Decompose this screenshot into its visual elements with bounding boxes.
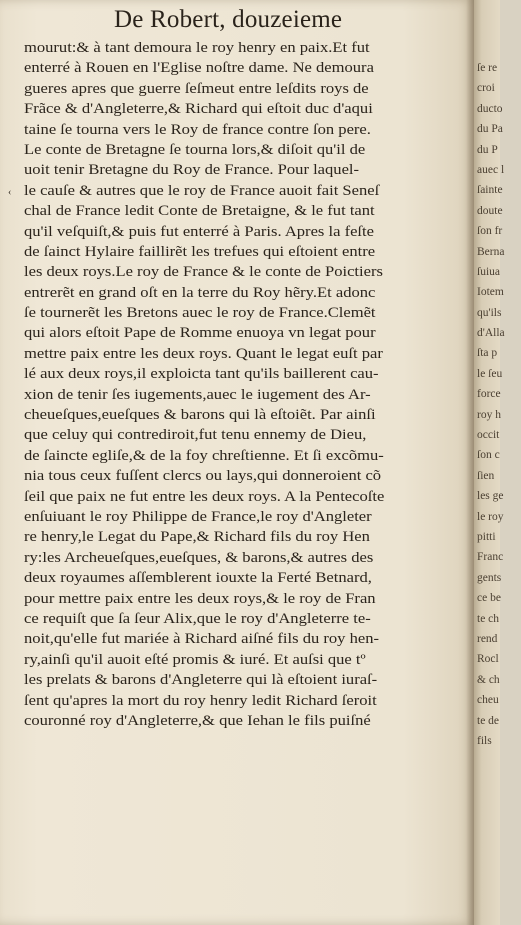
facing-text-fragment: rend (477, 632, 498, 645)
facing-page-text (477, 58, 517, 751)
text-line: mettre paix entre les deux roys. Quant le legat euſt par (24, 345, 383, 362)
text-line: de ſaincte egliſe,& de la foy chreſtienne. Et ſi excõmu- (24, 447, 384, 464)
text-line: que celuy qui contrediroit,fut tenu ennemy de Dieu, (24, 427, 367, 444)
text-line: qu'il veſquiſt,& puis fut enterré à Paris. Apres la feſte (24, 223, 374, 240)
facing-text-fragment: ſuiua (477, 265, 500, 278)
body-text (24, 38, 458, 731)
facing-text-fragment: gents (477, 571, 502, 584)
facing-text-fragment: Berna (477, 245, 505, 258)
text-line: re henry,le Legat du Pape,& Richard fils du roy Hen (24, 529, 370, 546)
running-header: De Robert, douzeieme (114, 6, 343, 33)
text-line: cheueſques,eueſques & barons qui là eſtoiẽt. Par ainſi (24, 407, 376, 424)
text-line: qui alors eſtoit Pape de Romme enuoya vn legat pour (24, 325, 376, 342)
facing-text-fragment: du P (477, 143, 498, 156)
facing-text-fragment: ſon c (477, 449, 500, 462)
facing-text-fragment: auec l (477, 163, 505, 176)
facing-text-fragment: doute (477, 204, 503, 217)
facing-text-fragment: ducto (477, 102, 503, 115)
facing-text-fragment: & ch (477, 673, 500, 686)
facing-text-fragment: Iotem (477, 286, 504, 299)
text-line: taine ſe tourna vers le Roy de france contre ſon pere. (24, 121, 371, 138)
margin-mark: ‹ (8, 187, 12, 198)
text-line: chal de France ledit Conte de Bretaigne, & le fut tant (24, 203, 375, 220)
text-line: ſe tournerẽt les Bretons auec le roy de France.Clemẽt (24, 305, 376, 322)
facing-text-fragment: Franc (477, 551, 504, 564)
text-line: uoit tenir Bretagne du Roy de France. Pour laquel- (24, 162, 360, 179)
facing-text-fragment: fils (477, 734, 492, 747)
facing-text-fragment: d'Alla (477, 327, 505, 340)
text-line: nia tous ceux fuſſent clercs ou lays,qui donneroient cõ (24, 468, 382, 485)
facing-text-fragment: occit (477, 429, 500, 442)
text-line: pour mettre paix entre les deux roys,& le roy de Fran (24, 590, 376, 607)
facing-text-fragment: roy h (477, 408, 501, 421)
facing-text-fragment: ſien (477, 469, 495, 482)
text-line: ſeil que paix ne fut entre les deux roys. A la Pentecoſte (24, 488, 385, 505)
text-line: noit,qu'elle fut mariée à Richard aiſné fils du roy hen- (24, 631, 380, 648)
facing-text-fragment: les ge (477, 490, 504, 503)
facing-text-fragment: le ſeu (477, 367, 503, 380)
text-line: enterré à Rouen en l'Eglise noſtre dame. Ne demoura (24, 60, 374, 77)
text-line: de ſainct Hylaire faillirẽt les trefues qui eſtoient entre (24, 243, 376, 260)
text-line: ſent qu'apres la mort du roy henry ledit Richard ſeroit (24, 692, 377, 709)
facing-text-fragment: ſainte (477, 184, 503, 197)
text-line: Frãce & d'Angleterre,& Richard qui eſtoit duc d'aqui (24, 101, 373, 118)
text-line: enſuiuant le roy Philippe de France,le roy d'Angleter (24, 508, 372, 525)
facing-page-edge (474, 0, 505, 925)
text-line: entrerẽt en grand oſt en la terre du Roy hẽry.Et adonc (24, 284, 376, 301)
text-line: les deux roys.Le roy de France & le conte de Poictiers (24, 264, 383, 281)
text-line: ry,ainſi qu'il auoit eſté promis & iuré. Et auſsi que tº (24, 651, 366, 668)
text-line: ce requiſt que ſa ſeur Alix,que le roy d'Angleterre te- (24, 610, 371, 627)
text-line: ry:les Archeueſques,eueſques, & barons,& autres des (24, 549, 374, 566)
facing-text-fragment: croi (477, 82, 495, 95)
facing-text-fragment: ſe re (477, 62, 498, 74)
text-line: le cauſe & autres que le roy de France auoit fait Seneſ (24, 182, 380, 199)
text-line: xion de tenir ſes iugements,auec le iugement des Ar- (24, 386, 371, 403)
facing-text-fragment: ſta p (477, 347, 498, 360)
text-line: mourut:& à tant demoura le roy henry en paix.Et fut (24, 40, 370, 56)
text-line: Le conte de Bretagne ſe tourna lors,& diſoit qu'il de (24, 141, 366, 158)
facing-text-fragment: cheu (477, 694, 499, 707)
facing-text-fragment: qu'ils (477, 306, 502, 319)
facing-text-fragment: le roy (477, 510, 504, 523)
facing-text-fragment: du Pa (477, 123, 503, 136)
text-line: lé aux deux roys,il exploicta tant qu'ils baillerent cau- (24, 366, 379, 383)
facing-text-fragment: pitti (477, 530, 496, 543)
text-line: gueres apres que guerre ſeſmeut entre leſdits roys de (24, 80, 369, 97)
facing-text-fragment: ce be (477, 592, 501, 605)
facing-text-fragment: force (477, 388, 501, 401)
text-line: les prelats & barons d'Angleterre qui là eſtoient iuraſ- (24, 672, 378, 689)
text-line: couronné roy d'Angleterre,& que Iehan le fils puiſné (24, 712, 371, 729)
text-line: deux royaumes aſſemblerent iouxte la Ferté Betnard, (24, 570, 372, 587)
facing-text-fragment: te ch (477, 612, 500, 625)
facing-text-fragment: te de (477, 714, 500, 727)
facing-text-fragment: ſon fr (477, 225, 503, 238)
facing-text-fragment: Rocl (477, 653, 499, 666)
